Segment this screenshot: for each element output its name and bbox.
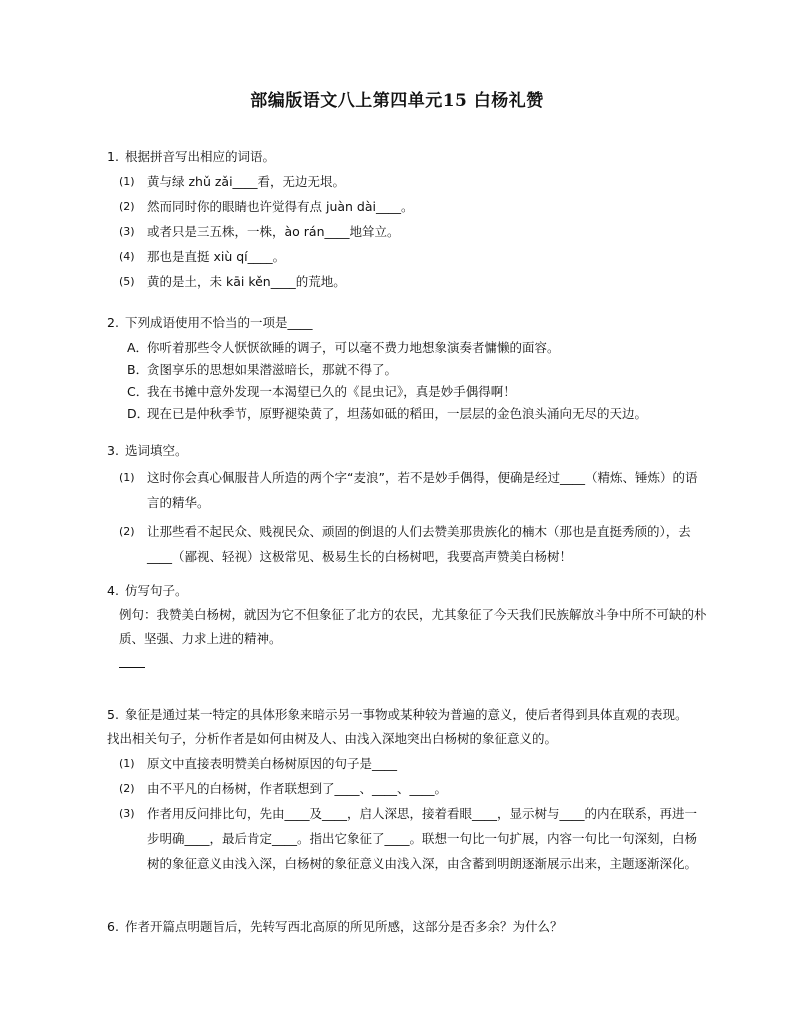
option-b: B． 贪图享乐的思想如果潜滋暗长，那就不得了。: [127, 362, 398, 377]
question-4: [107, 578, 707, 676]
sub-item: (3) 或者只是三五株，一株，ào rán____地耸立。: [119, 224, 400, 239]
question-6-stem: 6. 作者开篇点明题旨后，先转写西北高原的所见所感，这部分是否多余？为什么？: [107, 914, 707, 939]
question-1: [107, 144, 707, 294]
example-sentence: 例句：我赞美白杨树，就因为它不但象征了北方的农民，尤其象征了今天我们民族解放斗争中所不可缺的朴质、坚强、力求上进的精神。: [119, 607, 707, 646]
sub-item: (2) 然而同时你的眼睛也许觉得有点 juàn dài____。: [119, 199, 414, 214]
question-number: 2.: [107, 315, 119, 330]
sub-item: (1) 原文中直接表明赞美白杨树原因的句子是____: [119, 756, 398, 771]
option-a: A． 你听着那些令人恹恹欲睡的调子，可以毫不费力地想象演奏者慵懒的面容。: [127, 340, 560, 355]
question-6: [107, 914, 707, 939]
question-1-stem: 1. 根据拼音写出相应的词语。: [107, 144, 707, 169]
sub-item: (5) 黄的是土，未 kāi kěn____的荒地。: [119, 274, 346, 289]
sub-item: (4) 那也是直挺 xiù qí____。: [119, 249, 286, 264]
question-5-stem: 5. 象征是通过某一特定的具体形象来暗示另一事物或某种较为普遍的意义，使后者得到具体直观的表现。找出相关句子，分析作者是如何由树及人、由浅入深地突出白杨树的象征意义的。: [107, 703, 707, 751]
option-c: C． 我在书摊中意外发现一本渴望已久的《昆虫记》，真是妙手偶得啊！: [127, 384, 516, 399]
document-title: 部编版语文八上第四单元15 白杨礼赞: [250, 91, 544, 111]
question-4-stem: 4. 仿写句子。: [107, 578, 707, 603]
question-number: 5.: [107, 707, 119, 722]
sub-item: (3) 作者用反问排比句，先由____及____，启人深思，接着看眼____，显示树与____的内在联系，再进一步明确____，最后肯定____。指出它象征了____。联想一句比一句扩展，内容一句比一句深刻，白杨树的象征意义由浅入深，白杨树的象征意义由浅入深，由含蓄到明朗逐渐展示出来，主题逐渐深化。: [119, 806, 698, 871]
option-d: D． 现在已是仲秋季节，原野褪染黄了，坦荡如砥的稻田，一层层的金色浪头涌向无尽的天边。: [127, 406, 648, 421]
answer-blank[interactable]: [107, 651, 707, 676]
question-number: 3.: [107, 443, 119, 458]
question-3: [107, 438, 707, 569]
sub-item: (1) 黄与绿 zhǔ zǎi____看，无边无垠。: [119, 174, 346, 189]
sub-item: (2) 让那些看不起民众、贱视民众、顽固的倒退的人们去赞美那贵族化的楠木（那也是直挺秀颀的），去____（鄙视、轻视）这极常见、极易生长的白杨树吧，我要高声赞美白杨树！: [119, 524, 691, 564]
sub-item: (1) 这时你会真心佩服昔人所造的两个字“麦浪”，若不是妙手偶得，便确是经过____（精炼、锤炼）的语言的精华。: [119, 470, 698, 510]
question-number: 1.: [107, 149, 119, 164]
question-5: [107, 703, 707, 876]
question-2-stem: 2. 下列成语使用不恰当的一项是____: [107, 310, 707, 335]
question-number: 6.: [107, 919, 119, 934]
question-number: 4.: [107, 583, 119, 598]
question-2: [107, 310, 707, 425]
sub-item: (2) 由不平凡的白杨树，作者联想到了____、____、____。: [119, 781, 448, 796]
question-3-stem: 3. 选词填空。: [107, 438, 707, 463]
